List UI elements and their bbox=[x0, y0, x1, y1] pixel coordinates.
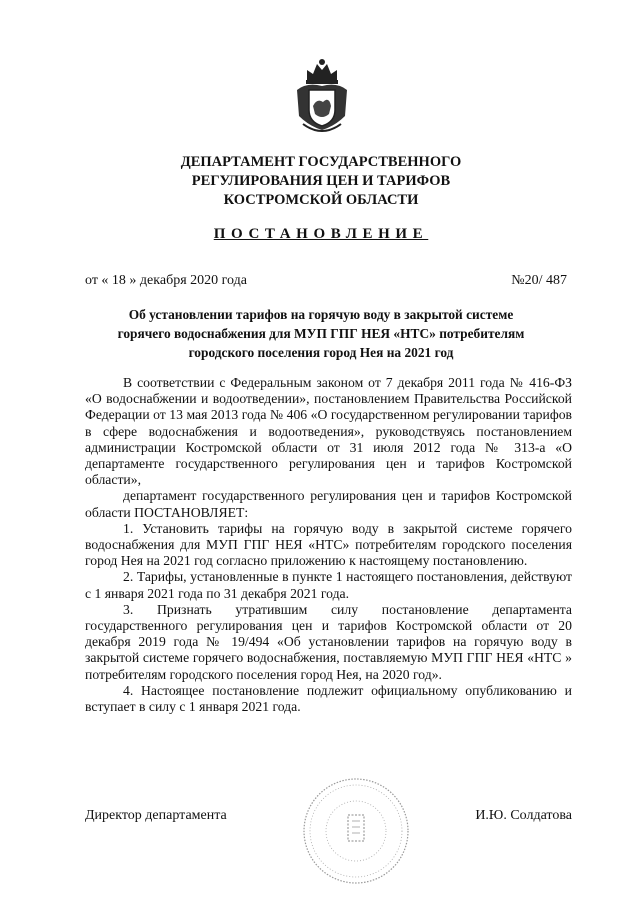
subject-line-2: горячего водоснабжения для МУП ГПГ НЕЯ «НТС» потребителям bbox=[117, 326, 525, 341]
official-seal-icon bbox=[300, 775, 412, 887]
item-3-paragraph: 3. Признать утратившим силу постановление департамента государственного регулирования цен и тарифов Костромской области от 20 декабря 2019 года № 19/494 «Об установлении тарифов на горячую воду в закрытой системе горячего водоснабжения, поставляемую МУП ГПГ НЕЯ «НТС » потребителям городского поселения город Нея, на 2020 год». bbox=[85, 601, 572, 682]
coat-of-arms-icon bbox=[293, 56, 351, 136]
signature-block bbox=[85, 808, 572, 824]
document-number: №20/ 487 bbox=[511, 273, 567, 288]
department-header bbox=[90, 153, 552, 210]
document-date: от « 18 » декабря 2020 года bbox=[85, 273, 247, 288]
subject-line-1: Об установлении тарифов на горячую воду в закрытой системе bbox=[128, 307, 514, 322]
item-4-paragraph: 4. Настоящее постановление подлежит официальному опубликованию и вступает в силу с 1 января 2021 года. bbox=[85, 682, 572, 715]
signatory-name: И.Ю. Солдатова bbox=[475, 808, 572, 823]
item-1-paragraph: 1. Установить тарифы на горячую воду в закрытой системе горячего водоснабжения для МУП ГПГ НЕЯ «НТС» потребителям городского поселения город Нея на 2021 год согласно приложению к настоящему постановлению. bbox=[85, 520, 572, 569]
preamble-paragraph: В соответствии с Федеральным законом от 7 декабря 2011 года № 416-ФЗ «О водоснабжении и водоотведении», постановлением Правительства Российской Федерации от 13 мая 2013 года № 406 «О государственном регулировании тарифов в сфере водоснабжения и водоотведения», руководствуясь постановлением администрации Костромской области от 31 июля 2012 года № 313-а «О департаменте государственного регулирования цен и тарифов Костромской области», bbox=[85, 375, 572, 488]
document-type-title: ПОСТАНОВЛЕНИЕ bbox=[213, 226, 429, 242]
department-line-3: КОСТРОМСКОЙ ОБЛАСТИ bbox=[223, 192, 419, 208]
department-line-1: ДЕПАРТАМЕНТ ГОСУДАРСТВЕННОГО bbox=[180, 154, 462, 170]
subject-line-3: городского поселения город Нея на 2021 год bbox=[188, 345, 454, 360]
document-body bbox=[85, 375, 572, 715]
department-line-2: РЕГУЛИРОВАНИЯ ЦЕН И ТАРИФОВ bbox=[191, 173, 451, 189]
document-subject bbox=[95, 305, 547, 362]
signatory-position: Директор департамента bbox=[85, 808, 227, 823]
item-2-paragraph: 2. Тарифы, установленные в пункте 1 настоящего постановления, действуют с 1 января 2021 года по 31 декабря 2021 года. bbox=[85, 569, 572, 601]
resolves-paragraph: департамент государственного регулирования цен и тарифов Костромской области ПОСТАНОВЛЯЕТ: bbox=[85, 488, 572, 520]
date-number-line bbox=[85, 273, 567, 289]
